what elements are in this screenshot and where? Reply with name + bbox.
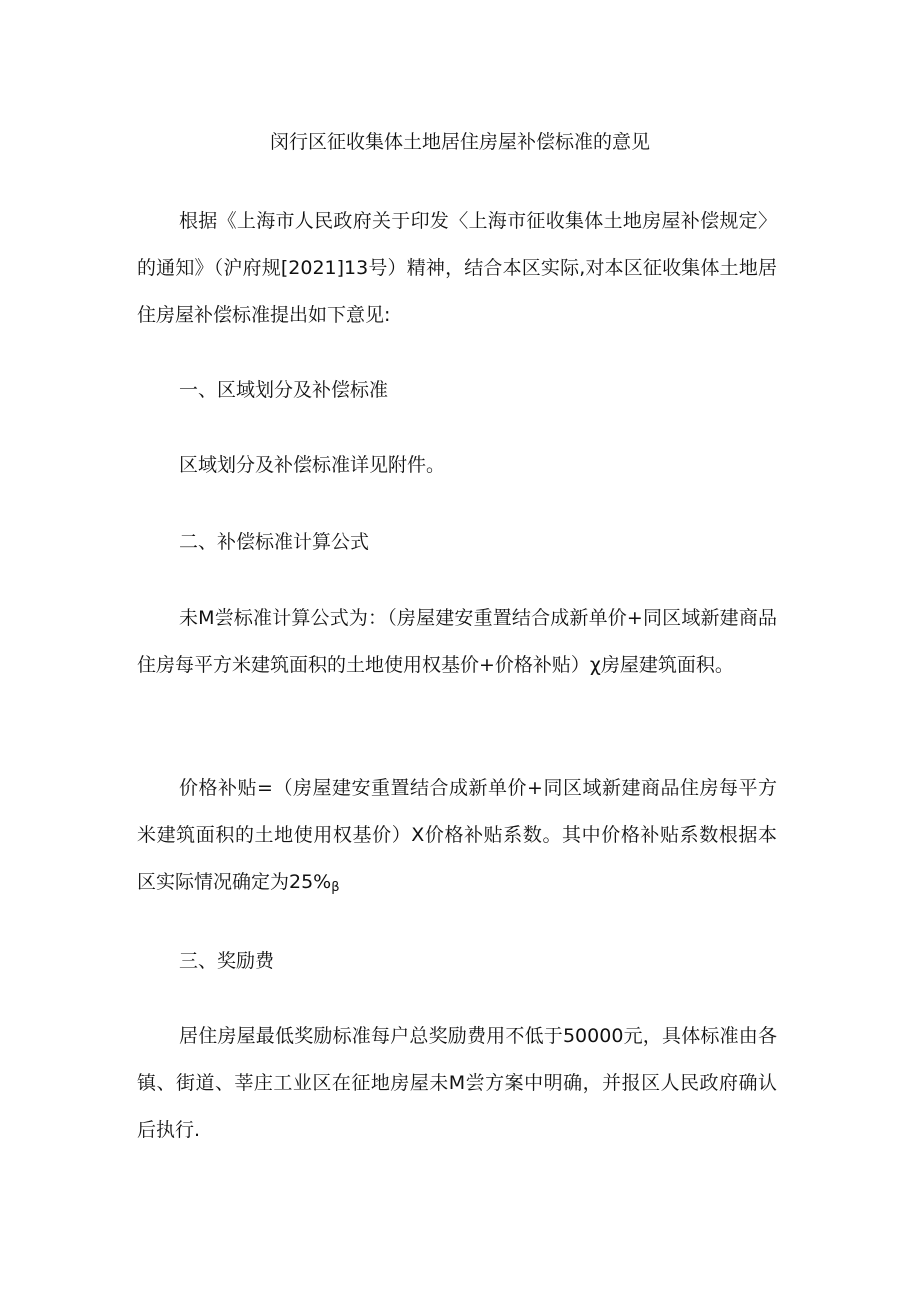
section-1-paragraph: 区域划分及补偿标准详见附件。	[179, 454, 446, 476]
stray-symbol: β	[331, 880, 340, 895]
section-heading-1: 一、区域划分及补偿标准	[179, 379, 389, 401]
price-subsidy-text: 价格补贴=（房屋建安重置结合成新单价+同区域新建商品住房每平方米建筑面积的土地使用权基价）X价格补贴系数。其中价格补贴系数根据本区实际情况确定为25%	[137, 777, 777, 893]
price-subsidy-paragraph	[137, 765, 777, 911]
document-title: 闵行区征收集体土地居住房屋补偿标准的意见	[269, 131, 650, 153]
section-heading-2: 二、补偿标准计算公式	[179, 531, 370, 553]
reward-paragraph: 居住房屋最低奖励标准每户总奖励费用不低于50000元，具体标准由各镇、街道、莘庄工业区在征地房屋未M尝方案中明确，并报区人民政府确认后执行.	[137, 1025, 777, 1141]
formula-paragraph: 未M尝标准计算公式为：（房屋建安重置结合成新单价+同区域新建商品住房每平方米建筑面积的土地使用权基价+价格补贴）χ房屋建筑面积。	[137, 607, 777, 676]
section-heading-3: 三、奖励费	[179, 950, 275, 972]
intro-paragraph: 根据《上海市人民政府关于印发〈上海市征收集体土地房屋补偿规定〉的通知》（沪府规[2021]13号）精神，结合本区实际,对本区征收集体土地居住房屋补偿标准提出如下意见:	[137, 210, 777, 326]
